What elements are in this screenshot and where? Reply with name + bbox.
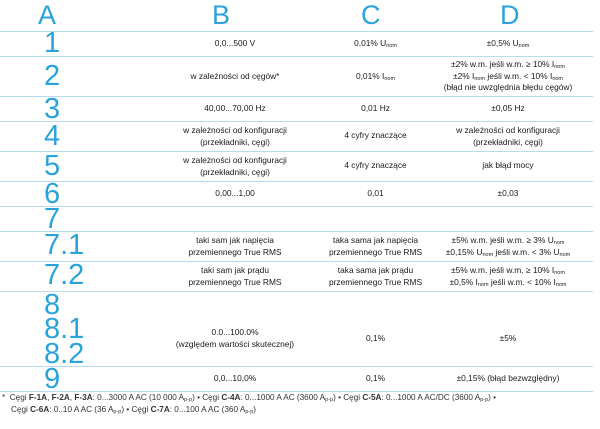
- row-divider: [0, 206, 593, 207]
- column-header-a: A: [38, 0, 57, 30]
- resolution-cell: 0,01 Hz: [361, 103, 390, 113]
- row-divider: [0, 261, 593, 262]
- accuracy-cell: ±5%: [499, 333, 517, 343]
- row-number: 1: [44, 27, 61, 59]
- resolution-cell: 4 cyfry znaczące: [344, 130, 407, 140]
- accuracy-cell: w zależności od konfiguracji (przekładniki, cęgi): [456, 125, 560, 147]
- range-cell: 40,00...70,00 Hz: [204, 103, 266, 113]
- range-cell: taki sam jak prądu przemiennego True RMS: [188, 265, 282, 287]
- accuracy-cell: ±5% w.m. jeśli w.m. ≥ 3% $U_{nom}$ ±0,15% $U_{nom}$ jeśli w.m. < 3% $U_{nom}$: [445, 235, 571, 258]
- row-number: 9: [44, 363, 61, 395]
- row-number: 5: [44, 150, 61, 182]
- resolution-cell: 4 cyfry znaczące: [344, 160, 407, 170]
- range-cell: 0,0...10,0%: [213, 373, 257, 383]
- resolution-cell: taka sama jak napięcia przemiennego True RMS: [328, 235, 423, 257]
- resolution-cell: 0,01% $I_{nom}$: [355, 71, 396, 82]
- column-header-b: B: [212, 0, 231, 30]
- footnote: * Cęgi F-1A, F-2A, F-3A: 0...3000 A AC (10 000 $A_{p-p}$) • Cęgi C-4A: 0...1000 A AC (3600 $A_{p-p}$) • Cęgi C-5A: 0...1000 A AC/DC (3600 $A_{p-p}$) • Cęgi C-6A: 0..10 A AC (36 $A_{p-p}$) • Cęgi C-7A: 0...100 A AC (360 $A_{p-p}$): [2, 393, 497, 415]
- accuracy-cell: ±2% w.m. jeśli w.m. ≥ 10% $I_{nom}$ ±2% $I_{nom}$ jeśli w.m. < 10% $I_{nom}$ (błąd nie uwzględnia błędu cęgów): [443, 59, 573, 92]
- row-number: 7.1: [44, 229, 85, 261]
- accuracy-cell: ±0,5% $U_{nom}$: [486, 38, 530, 49]
- row-number: 8.2: [44, 338, 85, 370]
- row-number: 4: [44, 120, 61, 152]
- row-divider: [0, 96, 593, 97]
- row-divider: [0, 291, 593, 292]
- column-header-d: D: [500, 0, 520, 30]
- resolution-cell: 0,1%: [365, 333, 386, 343]
- range-cell: 0,00...1,00: [215, 188, 255, 198]
- resolution-cell: 0,01: [367, 188, 384, 198]
- resolution-cell: 0,1%: [365, 373, 386, 383]
- range-cell: 0,0...500 V: [214, 38, 256, 48]
- row-number: 7.2: [44, 259, 85, 291]
- row-divider: [0, 151, 593, 152]
- row-number: 3: [44, 93, 61, 125]
- row-divider: [0, 56, 593, 57]
- range-cell: 0.0...100.0% (względem wartości skutecznej): [175, 327, 295, 349]
- accuracy-cell: ±0,03: [497, 188, 519, 198]
- column-header-row: [0, 0, 600, 30]
- resolution-cell: 0,01% $U_{nom}$: [354, 38, 397, 49]
- range-cell: w zależności od konfiguracji (przekładniki, cęgi): [183, 125, 287, 147]
- accuracy-cell: ±0,15% (błąd bezwzględny): [456, 373, 560, 383]
- row-divider: [0, 31, 593, 32]
- row-divider: [0, 366, 593, 367]
- row-divider: [0, 181, 593, 182]
- accuracy-cell: jak błąd mocy: [482, 160, 534, 170]
- row-number: 2: [44, 60, 61, 92]
- accuracy-cell: ±5% w.m. jeśli w.m. ≥ 10% $I_{nom}$ ±0,5% $I_{nom}$ jeśli w.m. < 10% $I_{nom}$: [449, 265, 567, 288]
- range-cell: w zależności od konfiguracji (przekładniki, cęgi): [183, 155, 287, 177]
- range-cell: w zależności od cęgów*: [190, 71, 280, 81]
- row-number: 8: [44, 289, 61, 321]
- row-number: 6: [44, 178, 61, 210]
- row-number: 8.1: [44, 313, 85, 345]
- range-cell: taki sam jak napięcia przemiennego True RMS: [188, 235, 282, 257]
- resolution-cell: taka sama jak prądu przemiennego True RMS: [328, 265, 423, 287]
- row-divider: [0, 231, 593, 232]
- row-divider: [0, 121, 593, 122]
- accuracy-cell: ±0,05 Hz: [491, 103, 525, 113]
- row-number: 7: [44, 203, 61, 235]
- column-header-c: C: [361, 0, 381, 30]
